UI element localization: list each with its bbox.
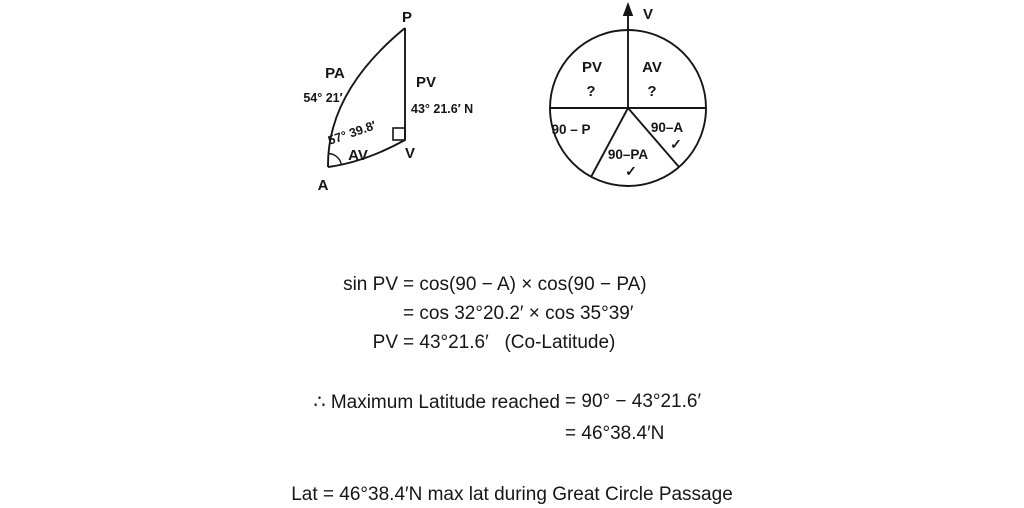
eq1-rhs: = cos(90 − A) × cos(90 − PA) xyxy=(403,273,647,295)
sector-pv-status: ? xyxy=(586,83,596,100)
conclusion1-rhs: = 90° − 43°21.6′ xyxy=(565,391,702,412)
spherical-triangle-diagram xyxy=(290,0,490,200)
sector-90pa-label: 90–PA xyxy=(607,147,649,162)
axis-v-label: V xyxy=(643,6,654,23)
eq2-lhs xyxy=(286,299,398,328)
sector-av-label: AV xyxy=(642,59,662,76)
angle-a-arc xyxy=(328,153,341,165)
eq3-rhs: = 43°21.6′ (Co-Latitude) xyxy=(403,331,616,353)
sector-90a-check-icon: ✓ xyxy=(670,136,682,152)
sector-90p-label: 90 – P xyxy=(551,122,591,137)
final-answer: Lat = 46°38.4′N max lat during Great Circle Passage xyxy=(291,484,733,505)
side-pa-value: 54° 21′ xyxy=(303,91,343,105)
vertex-v-label: V xyxy=(404,145,416,162)
sector-90a-label: 90–A xyxy=(650,120,684,135)
angle-a-value: 57° 39.8′ xyxy=(326,118,378,148)
sector-90pa-check-icon: ✓ xyxy=(625,163,637,179)
conclusion-equations xyxy=(288,386,701,450)
vertex-p-label: P xyxy=(401,9,413,26)
divider-lower-left xyxy=(591,108,628,177)
circle-diagram xyxy=(540,0,740,210)
arrowhead-icon xyxy=(623,2,633,16)
conclusion1-lhs: ∴ Maximum Latitude reached xyxy=(313,391,560,413)
side-av-label: AV xyxy=(348,147,368,164)
eq3-lhs: PV xyxy=(372,331,398,353)
side-pa-label: PA xyxy=(325,65,345,82)
eq1-lhs: sin PV xyxy=(343,273,398,295)
conclusion2-lhs xyxy=(288,418,560,450)
vertex-a-label: A xyxy=(317,177,329,194)
side-pv-value: 43° 21.6′ N xyxy=(411,102,474,116)
eq2-rhs: = cos 32°20.2′ × cos 35°39′ xyxy=(403,302,634,324)
right-angle-marker xyxy=(393,128,405,140)
sector-av-status: ? xyxy=(647,83,657,100)
side-pv-label: PV xyxy=(415,74,437,91)
conclusion2-rhs: = 46°38.4′N xyxy=(565,423,665,444)
working-equations xyxy=(286,270,647,357)
sector-pv-label: PV xyxy=(581,59,603,76)
